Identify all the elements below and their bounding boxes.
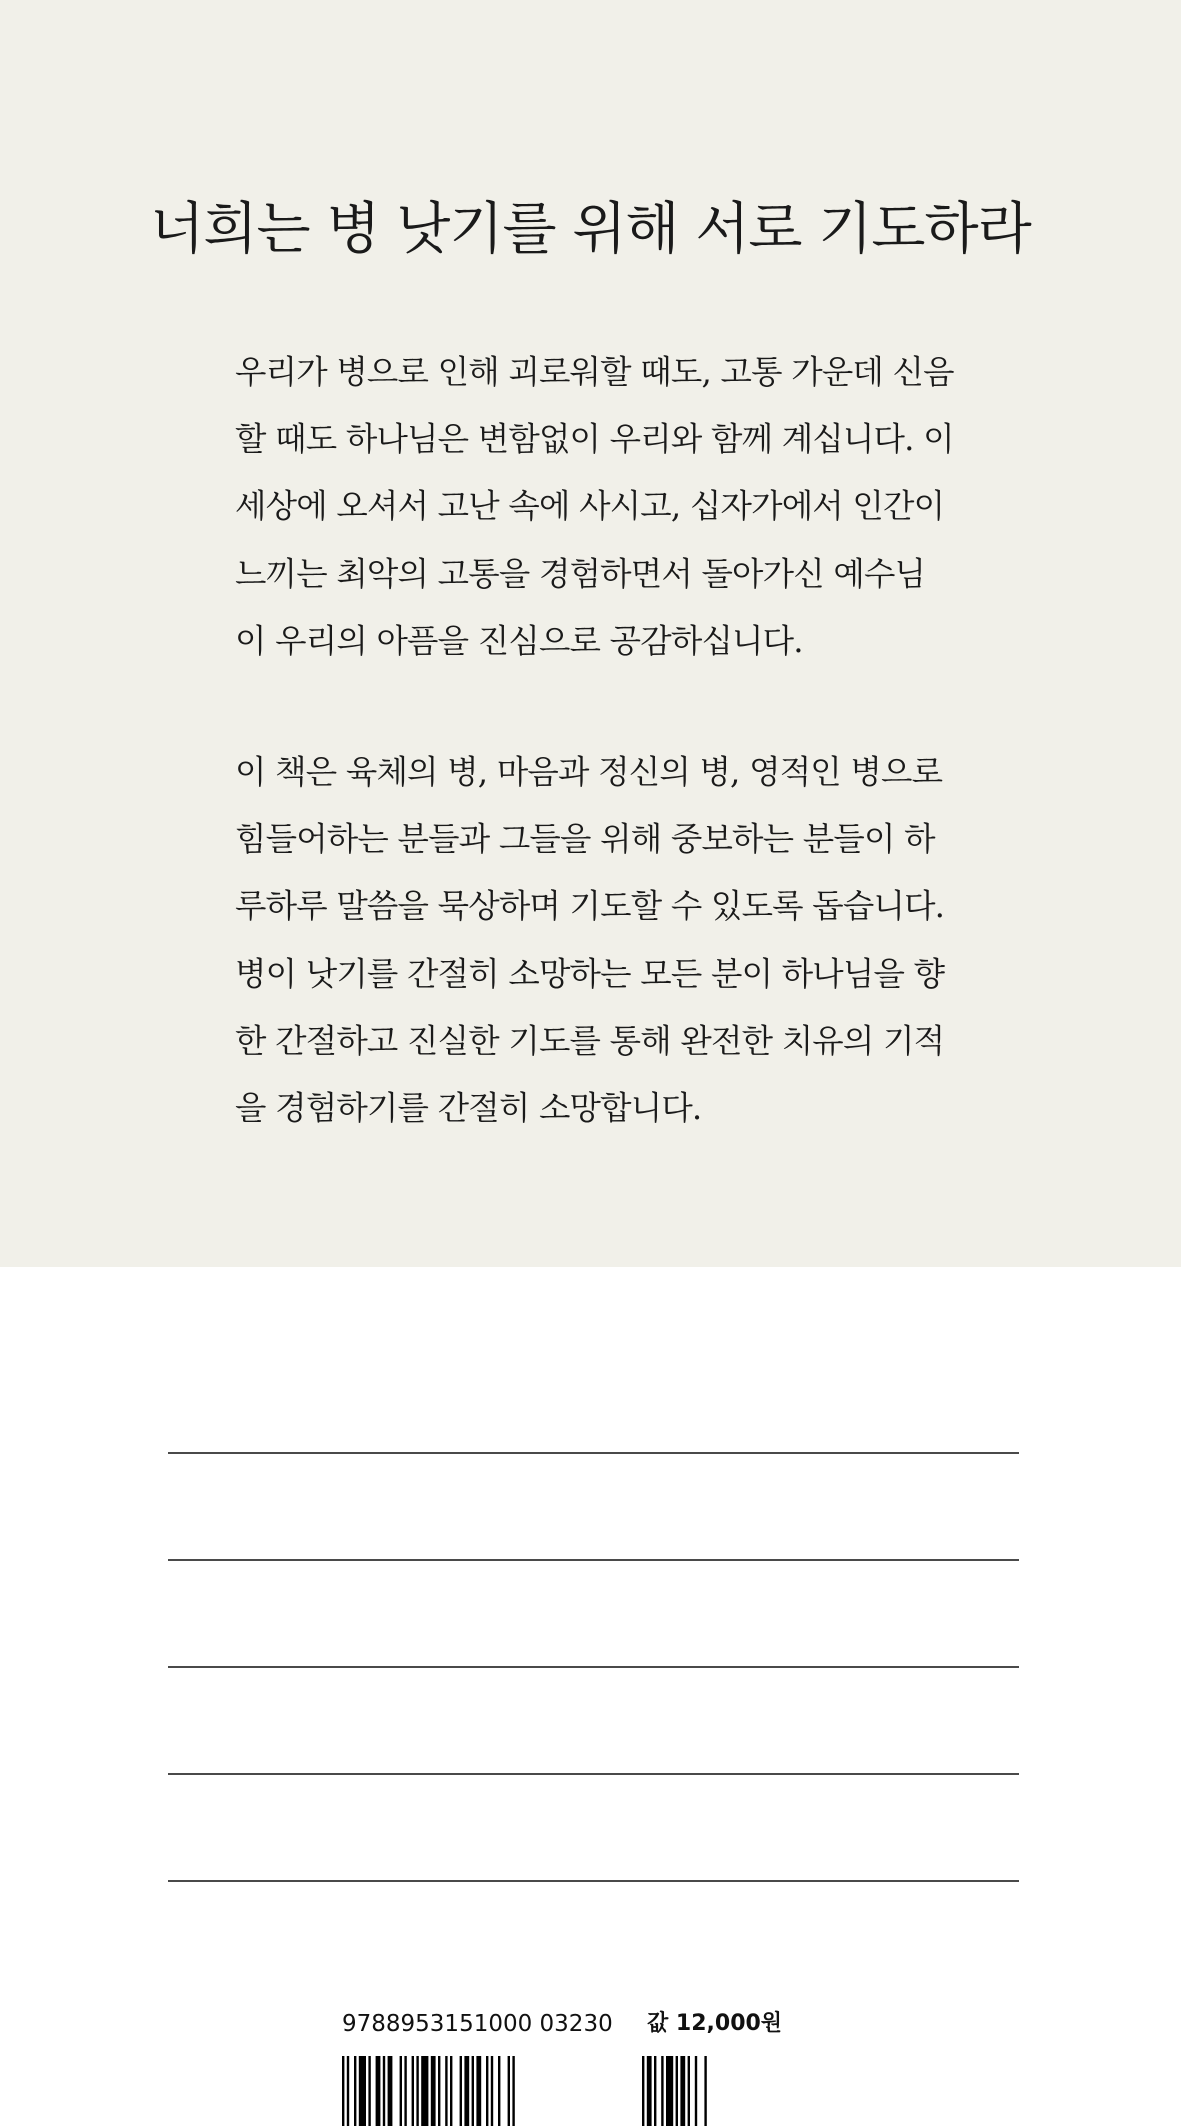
barcode-bar — [647, 2056, 652, 2126]
isbn-price-row — [342, 2006, 802, 2042]
price-label: 값 12,000원 — [647, 2011, 783, 2036]
barcode-bar — [400, 2056, 402, 2126]
barcode-bar — [498, 2056, 500, 2126]
addon-barcode-bars — [642, 2056, 707, 2126]
barcode-bar — [688, 2056, 690, 2126]
barcode-bar — [347, 2056, 349, 2126]
barcode-bar — [383, 2056, 385, 2126]
barcode-bar — [404, 2056, 406, 2126]
barcode-bar — [491, 2056, 493, 2126]
barcode-bar — [680, 2056, 685, 2126]
paragraph-1-line: 느끼는 최악의 고통을 경험하면서 돌아가신 예수님 — [235, 554, 926, 593]
paragraph-2-line: 을 경험하기를 간절히 소망합니다. — [235, 1089, 702, 1128]
paragraph-2-line: 힘들어하는 분들과 그들을 위해 중보하는 분들이 하 — [235, 820, 935, 859]
barcode-bar — [445, 2056, 447, 2126]
barcode-bar — [368, 2056, 370, 2126]
paragraph-2 — [235, 739, 947, 1142]
rule-line — [168, 1666, 1019, 1668]
barcode-bar — [642, 2056, 644, 2126]
rule-line — [168, 1880, 1019, 1882]
barcode-bar — [388, 2056, 393, 2126]
paragraph-1-line: 세상에 오셔서 고난 속에 사시고, 십자가에서 인간이 — [235, 487, 945, 526]
rule-line — [168, 1773, 1019, 1775]
barcode-bar — [421, 2056, 428, 2126]
paragraph-1-line: 할 때도 하나님은 변함없이 우리와 함께 계십니다. 이 — [235, 420, 954, 459]
rule-line — [168, 1452, 1019, 1454]
barcode-bar — [508, 2056, 510, 2126]
ean-barcode-bars — [342, 2056, 515, 2126]
barcode-bar — [416, 2056, 418, 2126]
paragraph-2-line: 이 책은 육체의 병, 마음과 정신의 병, 영적인 병으로 — [235, 753, 943, 791]
barcode-bar — [438, 2056, 440, 2126]
paragraph-1-line: 우리가 병으로 인해 괴로워할 때도, 고통 가운데 신음 — [235, 353, 954, 391]
barcode — [342, 2056, 782, 2126]
paragraph-2-line: 한 간절하고 진실한 기도를 통해 완전한 치유의 기적 — [235, 1021, 945, 1060]
barcode-bar — [695, 2056, 697, 2126]
barcode-bar — [464, 2056, 469, 2126]
barcode-bar — [476, 2056, 481, 2126]
barcode-bar — [354, 2056, 356, 2126]
barcode-bar — [472, 2056, 474, 2126]
paragraph-1-line: 이 우리의 아픔을 진심으로 공감하십니다. — [235, 621, 803, 660]
barcode-bar — [486, 2056, 488, 2126]
barcode-bar — [661, 2056, 663, 2126]
barcode-bar — [512, 2056, 514, 2126]
paragraph-2-line: 병이 낫기를 간절히 소망하는 모든 분이 하나님을 향 — [235, 954, 945, 993]
barcode-bar — [654, 2056, 656, 2126]
barcode-bar — [342, 2056, 344, 2126]
barcode-bar — [676, 2056, 678, 2126]
barcode-bar — [359, 2056, 366, 2126]
barcode-bar — [431, 2056, 436, 2126]
barcode-bar — [376, 2056, 381, 2126]
barcode-bar — [412, 2056, 414, 2126]
barcode-bar — [460, 2056, 462, 2126]
rule-line — [168, 1559, 1019, 1561]
barcode-bar — [704, 2056, 706, 2126]
isbn-number: 9788953151000 03230 — [342, 2011, 613, 2037]
paragraph-1 — [235, 339, 954, 675]
paragraph-2-line: 루하루 말씀을 묵상하며 기도할 수 있도록 돕습니다. — [235, 887, 945, 926]
barcode-bar — [666, 2056, 673, 2126]
blank-rule-lines — [168, 1452, 1019, 1882]
headline: 너희는 병 낫기를 위해 서로 기도하라 — [150, 197, 1031, 262]
barcode-bar — [450, 2056, 452, 2126]
